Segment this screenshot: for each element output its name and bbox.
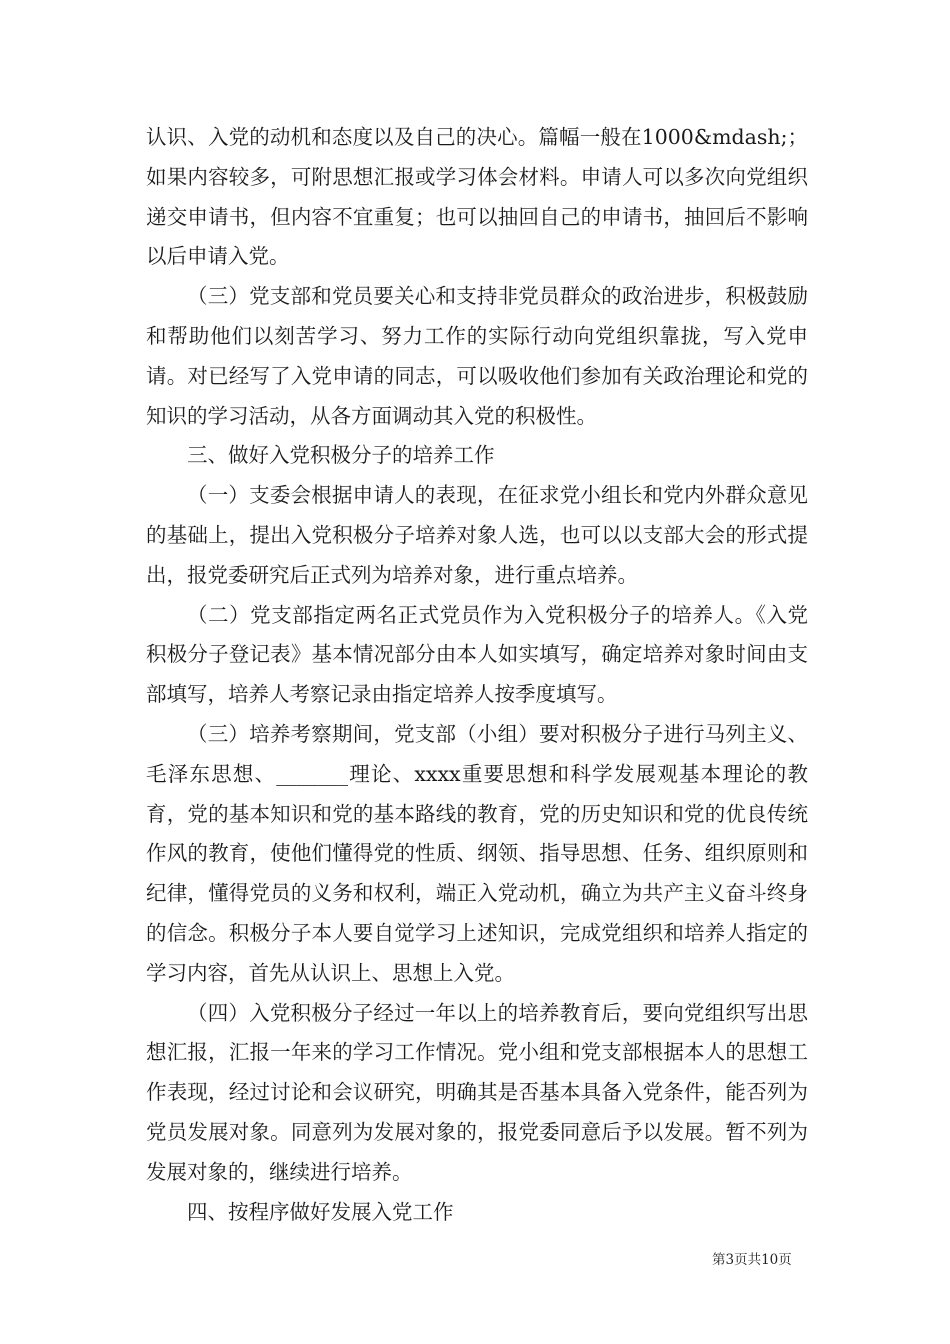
paragraph-committee-selection: （一）支委会根据申请人的表现，在征求党小组长和党内外群众意见的基础上，提出入党积极分子培养对象人选，也可以以支部大会的形式提出，报党委研究后正式列为培养对象，进行重点培养。 xyxy=(146,483,808,587)
paragraph-training-education: （三）培养考察期间，党支部（小组）要对积极分子进行马列主义、毛泽东思想、_______理论、xxxx重要思想和科学发展观基本理论的教育，党的基本知识和党的基本路线的教育，党的历史知识和党的优良传统作风的教育，使他们懂得党的性质、纲领、指导思想、任务、组织原则和纪律，懂得党员的义务和权利，端正入党动机，确立为共产主义奋斗终身的信念。积极分子本人要自觉学习上述知识，完成党组织和培养人指定的学习内容，首先从认识上、思想上入党。 xyxy=(146,721,808,985)
section-heading-procedure: 四、按程序做好发展入党工作 xyxy=(187,1199,454,1224)
paragraph-thought-report: （四）入党积极分子经过一年以上的培养教育后，要向党组织写出思想汇报，汇报一年来的学习工作情况。党小组和党支部根据本人的思想工作表现，经过讨论和会议研究，明确其是否基本具备入党条件，能否列为党员发展对象。同意列为发展对象的，报党委同意后予以发展。暂不列为发展对象的，继续进行培养。 xyxy=(146,1000,808,1184)
page-number-footer: 第3页共10页 xyxy=(712,1252,792,1268)
document-body xyxy=(146,118,808,1232)
paragraph-branch-support: （三）党支部和党员要关心和支持非党员群众的政治进步，积极鼓励和帮助他们以刻苦学习、努力工作的实际行动向党组织靠拢，写入党申请。对已经写了入党申请的同志，可以吸收他们参加有关政治理论和党的知识的学习活动，从各方面调动其入党的积极性。 xyxy=(146,284,808,428)
section-heading-activist-training: 三、做好入党积极分子的培养工作 xyxy=(187,443,495,468)
paragraph-assign-trainers: （二）党支部指定两名正式党员作为入党积极分子的培养人。《入党积极分子登记表》基本情况部分由本人如实填写，确定培养对象时间由支部填写，培养人考察记录由指定培养人按季度填写。 xyxy=(146,602,808,707)
paragraph-application-details: 认识、入党的动机和态度以及自己的决心。篇幅一般在1000&mdash;；如果内容较多，可附思想汇报或学习体会材料。申请人可以多次向党组织递交申请书，但内容不宜重复；也可以抽回自己的申请书，抽回后不影响以后申请入党。 xyxy=(146,125,808,269)
